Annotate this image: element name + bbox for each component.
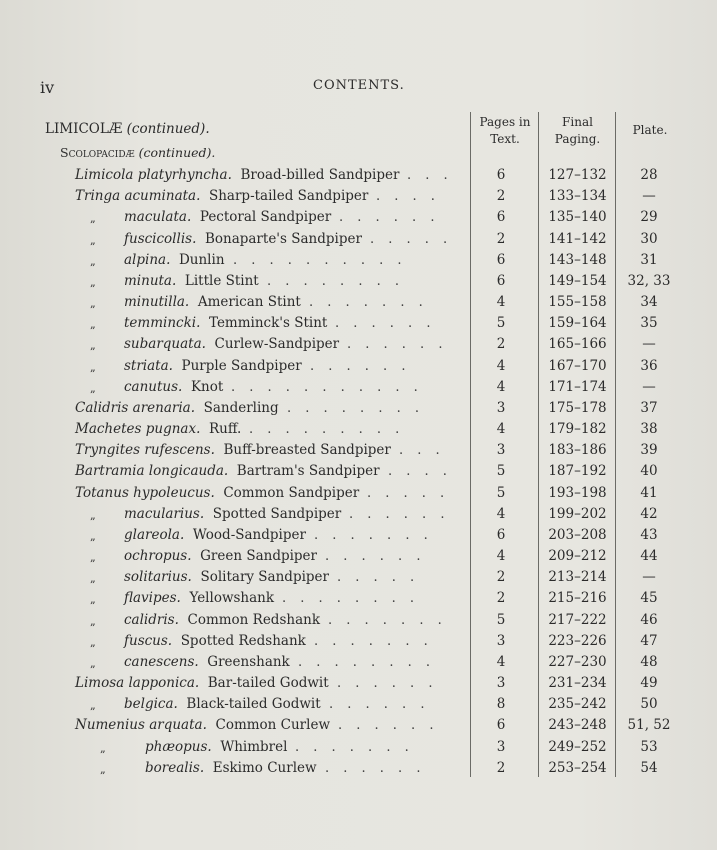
- scientific-name: ochropus.: [124, 548, 192, 565]
- species-entry: [75, 673, 329, 694]
- scientific-name: Limicola platyrhyncha.: [75, 167, 232, 183]
- scientific-name: Calidris arenaria.: [75, 399, 195, 416]
- pages-in-text-cell: 6: [496, 717, 506, 734]
- leader-dots: . . . . . .: [325, 549, 426, 565]
- final-paging-cell: 243–248: [548, 717, 607, 734]
- pages-in-text-cell: 5: [496, 463, 506, 480]
- common-name: Bartram's Sandpiper: [236, 463, 380, 480]
- table-row: [0, 186, 717, 207]
- plate-cell: 28: [640, 167, 658, 183]
- final-paging-cell: 143–148: [548, 251, 607, 268]
- scientific-name: macularius.: [124, 505, 205, 522]
- table-row: [0, 483, 717, 504]
- ditto-mark: „: [90, 360, 96, 374]
- final-paging-cell: 193–198: [548, 484, 607, 501]
- pages-in-text-cell: 3: [496, 632, 506, 649]
- common-name: Broad-billed Sandpiper: [240, 167, 400, 183]
- final-paging-cell: 223–226: [548, 632, 607, 649]
- species-entry: [124, 334, 339, 355]
- scientific-name: glareola.: [124, 526, 185, 543]
- table-row: [0, 546, 717, 567]
- table-row: [0, 334, 717, 355]
- common-name: Sharp-tailed Sandpiper: [208, 188, 369, 205]
- scientific-name: maculata.: [124, 209, 192, 226]
- leader-dots: . . . . . .: [339, 210, 440, 226]
- common-name: Yellowshank: [189, 590, 275, 607]
- common-name: Wood-Sandpiper: [192, 526, 306, 543]
- leader-dots: . . . . . .: [338, 718, 439, 734]
- leader-dots: . . . . . .: [310, 358, 411, 374]
- table-row: [0, 207, 717, 228]
- pages-in-text-cell: 3: [496, 399, 506, 416]
- common-name: Buff-breasted Sandpiper: [223, 442, 391, 459]
- table-row: [0, 631, 717, 652]
- species-entry: [124, 271, 259, 292]
- common-name: Whimbrel: [220, 738, 288, 755]
- common-name: Knot: [190, 378, 224, 395]
- plate-cell: 36: [640, 357, 658, 374]
- leader-dots: . . . . . .: [329, 697, 430, 713]
- leader-dots: . . . . . . .: [314, 633, 433, 649]
- leader-dots: . . . . . . . . .: [249, 422, 405, 438]
- table-row: [0, 250, 717, 271]
- plate-cell: 54: [640, 759, 658, 776]
- table-row: [0, 356, 717, 377]
- pages-in-text-cell: 4: [496, 653, 506, 670]
- leader-dots: . . . . . .: [335, 316, 436, 332]
- plate-cell: 38: [640, 421, 658, 438]
- pages-in-text-cell: 3: [496, 738, 506, 755]
- common-name: Green Sandpiper: [200, 548, 318, 565]
- common-name: Temminck's Stint: [208, 315, 328, 332]
- species-entry: [124, 377, 223, 398]
- scientific-name: Machetes pugnax.: [75, 421, 201, 438]
- column-head-line: Final: [562, 115, 593, 129]
- column-head-plate: [618, 122, 682, 139]
- page-title: CONTENTS.: [313, 78, 405, 93]
- common-name: Ruff.: [208, 421, 242, 438]
- plate-cell: 45: [640, 590, 658, 607]
- common-name: Greenshank: [207, 653, 290, 670]
- leader-dots: . . . . . .: [347, 337, 448, 353]
- plate-cell: 50: [640, 696, 658, 713]
- scientific-name: solitarius.: [124, 569, 192, 586]
- pages-in-text-cell: 6: [496, 272, 506, 289]
- plate-cell: 48: [640, 653, 658, 670]
- table-row: [0, 715, 717, 736]
- pages-in-text-cell: 5: [496, 484, 506, 501]
- pages-in-text-cell: 4: [496, 357, 506, 374]
- pages-in-text-cell: 2: [496, 590, 506, 607]
- final-paging-cell: 187–192: [548, 463, 607, 480]
- final-paging-cell: 209–212: [548, 548, 607, 565]
- species-entry: [124, 588, 274, 609]
- common-name: Little Stint: [184, 272, 259, 289]
- final-paging-cell: 249–252: [548, 738, 607, 755]
- section-heading: [45, 121, 210, 137]
- leader-dots: . . . . . . . .: [267, 273, 404, 289]
- leader-dots: . . . . .: [370, 231, 453, 247]
- column-head-line: Pages in: [479, 115, 531, 129]
- species-entry: [124, 356, 302, 377]
- leader-dots: . . . . . . .: [314, 527, 433, 543]
- table-row: [0, 313, 717, 334]
- column-head-pages-in-text: [472, 114, 538, 148]
- final-paging-cell: 203–208: [548, 526, 607, 543]
- table-row: [0, 652, 717, 673]
- plate-cell: 42: [640, 505, 658, 522]
- plate-cell: 49: [640, 675, 658, 692]
- plate-cell: 51, 52: [627, 717, 671, 734]
- table-row: [0, 737, 717, 758]
- plate-cell: 40: [640, 463, 658, 480]
- final-paging-cell: 183–186: [548, 442, 607, 459]
- final-paging-cell: 213–214: [548, 569, 607, 586]
- plate-cell: 37: [640, 399, 658, 416]
- final-paging-cell: 165–166: [548, 336, 607, 353]
- leader-dots: . . . .: [376, 189, 440, 205]
- plate-cell: 31: [640, 251, 658, 268]
- ditto-mark: „: [90, 529, 96, 543]
- plate-cell: 53: [640, 738, 658, 755]
- leader-dots: . . .: [407, 168, 453, 183]
- final-paging-cell: 217–222: [548, 611, 607, 628]
- scientific-name: flavipes.: [124, 590, 181, 607]
- table-row: [0, 673, 717, 694]
- plate-cell: 46: [640, 611, 658, 628]
- final-paging-cell: 215–216: [548, 590, 607, 607]
- species-entry: [75, 398, 279, 419]
- plate-cell: 29: [640, 209, 658, 226]
- pages-in-text-cell: 4: [496, 505, 506, 522]
- species-entry: [124, 546, 317, 567]
- leader-dots: . . . . . . . .: [287, 400, 424, 416]
- ditto-mark: „: [100, 762, 106, 776]
- leader-dots: . . . . .: [367, 485, 450, 501]
- common-name: Common Redshank: [187, 611, 320, 628]
- species-entry: [124, 652, 290, 673]
- section-family: LIMICOLÆ: [45, 121, 123, 137]
- scientific-name: Bartramia longicauda.: [75, 463, 229, 480]
- scientific-name: striata.: [124, 357, 173, 374]
- scientific-name: Tryngites rufescens.: [75, 442, 215, 459]
- species-entry: [124, 313, 327, 334]
- leader-dots: . . . . . . .: [328, 612, 447, 628]
- species-entry: [124, 567, 329, 588]
- ditto-mark: „: [90, 318, 96, 332]
- final-paging-cell: 155–158: [548, 294, 607, 311]
- plate-cell: 47: [640, 632, 658, 649]
- plate-cell: 41: [640, 484, 658, 501]
- species-entry: [75, 461, 380, 482]
- ditto-mark: „: [90, 339, 96, 353]
- common-name: Curlew-Sandpiper: [214, 336, 340, 353]
- plate-cell: 39: [640, 442, 658, 459]
- pages-in-text-cell: 6: [496, 251, 506, 268]
- leader-dots: . . . . . . .: [295, 739, 414, 755]
- pages-in-text-cell: 2: [496, 569, 506, 586]
- leader-dots: . . . . . . . . . . .: [231, 379, 423, 395]
- scientific-name: Totanus hypoleucus.: [75, 484, 215, 501]
- leader-dots: . . . . . . . . . .: [233, 252, 407, 268]
- common-name: Bonaparte's Sandpiper: [204, 230, 362, 247]
- species-entry: [124, 525, 306, 546]
- pages-in-text-cell: 4: [496, 548, 506, 565]
- species-entry: [124, 250, 225, 271]
- column-head-line: Text.: [490, 132, 520, 146]
- pages-in-text-cell: 2: [496, 759, 506, 776]
- final-paging-cell: 175–178: [548, 399, 607, 416]
- species-entry: [75, 715, 330, 736]
- scientific-name: belgica.: [124, 696, 178, 713]
- table-row: [0, 398, 717, 419]
- subsection-family: Scolopacidæ: [60, 145, 135, 160]
- plate-cell: 44: [640, 548, 658, 565]
- species-entry: [75, 483, 359, 504]
- scientific-name: alpina.: [124, 251, 171, 268]
- common-name: Eskimo Curlew: [212, 759, 317, 776]
- common-name: Pectoral Sandpiper: [199, 209, 332, 226]
- scientific-name: subarquata.: [124, 336, 206, 353]
- scientific-name: calidris.: [124, 611, 179, 628]
- plate-cell: —: [642, 336, 656, 353]
- ditto-mark: „: [90, 614, 96, 628]
- final-paging-cell: 199–202: [548, 505, 607, 522]
- species-entry: [124, 292, 301, 313]
- subsection-heading: [60, 145, 215, 160]
- scientific-name: borealis.: [145, 759, 205, 776]
- species-entry: [75, 165, 399, 186]
- pages-in-text-cell: 8: [496, 696, 506, 713]
- final-paging-cell: 149–154: [548, 272, 607, 289]
- ditto-mark: „: [90, 508, 96, 522]
- final-paging-cell: 133–134: [548, 188, 607, 205]
- final-paging-cell: 167–170: [548, 357, 607, 374]
- ditto-mark: „: [90, 254, 96, 268]
- final-paging-cell: 141–142: [548, 230, 607, 247]
- plate-cell: —: [642, 569, 656, 586]
- common-name: Dunlin: [178, 251, 225, 268]
- scientific-name: fuscus.: [124, 632, 173, 649]
- table-row: [0, 461, 717, 482]
- ditto-mark: „: [90, 212, 96, 226]
- scientific-name: Numenius arquata.: [75, 717, 207, 734]
- plate-cell: 43: [640, 526, 658, 543]
- common-name: Black-tailed Godwit: [186, 696, 321, 713]
- common-name: Purple Sandpiper: [181, 357, 302, 374]
- ditto-mark: „: [90, 233, 96, 247]
- pages-in-text-cell: 4: [496, 378, 506, 395]
- ditto-mark: „: [90, 635, 96, 649]
- species-entry: [124, 504, 341, 525]
- common-name: American Stint: [197, 294, 301, 311]
- ditto-mark: „: [90, 297, 96, 311]
- pages-in-text-cell: 3: [496, 675, 506, 692]
- table-row: [0, 610, 717, 631]
- species-entry: [124, 610, 320, 631]
- subsection-continued: (continued).: [138, 145, 216, 160]
- pages-in-text-cell: 2: [496, 188, 506, 205]
- common-name: Spotted Redshank: [180, 632, 306, 649]
- ditto-mark: „: [90, 699, 96, 713]
- common-name: Solitary Sandpiper: [200, 569, 329, 586]
- species-entry: [145, 737, 287, 758]
- page-number: iv: [40, 78, 55, 97]
- plate-cell: 35: [640, 315, 658, 332]
- plate-cell: —: [642, 378, 656, 395]
- final-paging-cell: 227–230: [548, 653, 607, 670]
- pages-in-text-cell: 3: [496, 442, 506, 459]
- column-head-line: Paging.: [554, 132, 601, 146]
- ditto-mark: „: [90, 381, 96, 395]
- table-row: [0, 271, 717, 292]
- table-row: [0, 758, 717, 779]
- ditto-mark: „: [90, 593, 96, 607]
- table-row: [0, 165, 717, 186]
- species-entry: [124, 694, 321, 715]
- table-row: [0, 694, 717, 715]
- scientific-name: phæopus.: [145, 738, 212, 755]
- table-row: [0, 440, 717, 461]
- table-row: [0, 419, 717, 440]
- plate-cell: —: [642, 188, 656, 205]
- final-paging-cell: 127–132: [548, 167, 607, 183]
- pages-in-text-cell: 2: [496, 230, 506, 247]
- pages-in-text-cell: 6: [496, 209, 506, 226]
- pages-in-text-cell: 4: [496, 421, 506, 438]
- pages-in-text-cell: 4: [496, 294, 506, 311]
- species-entry: [124, 631, 306, 652]
- common-name: Bar-tailed Godwit: [207, 675, 329, 692]
- final-paging-cell: 253–254: [548, 759, 607, 776]
- scientific-name: minutilla.: [124, 294, 190, 311]
- scientific-name: temmincki.: [124, 315, 201, 332]
- pages-in-text-cell: 6: [496, 526, 506, 543]
- leader-dots: . . . . . .: [325, 760, 426, 776]
- scientific-name: minuta.: [124, 272, 177, 289]
- table-row: [0, 588, 717, 609]
- column-head-final-paging: [540, 114, 615, 148]
- ditto-mark: „: [90, 275, 96, 289]
- common-name: Sanderling: [203, 399, 279, 416]
- species-entry: [124, 207, 331, 228]
- plate-cell: 30: [640, 230, 658, 247]
- species-entry: [124, 229, 362, 250]
- ditto-mark: „: [90, 572, 96, 586]
- leader-dots: . . . . . . . .: [282, 591, 419, 607]
- table-row: [0, 504, 717, 525]
- final-paging-cell: 159–164: [548, 315, 607, 332]
- column-head-line: Plate.: [632, 123, 668, 137]
- scientific-name: Tringa acuminata.: [75, 188, 201, 205]
- final-paging-cell: 231–234: [548, 675, 607, 692]
- plate-cell: 34: [640, 294, 658, 311]
- plate-cell: 32, 33: [627, 272, 671, 289]
- leader-dots: . . . . .: [337, 570, 420, 586]
- common-name: Common Sandpiper: [223, 484, 360, 501]
- table-row: [0, 567, 717, 588]
- table-row: [0, 292, 717, 313]
- pages-in-text-cell: 2: [496, 336, 506, 353]
- leader-dots: . . . . . . .: [309, 295, 428, 311]
- pages-in-text-cell: 6: [496, 167, 506, 183]
- ditto-mark: „: [90, 656, 96, 670]
- common-name: Spotted Sandpiper: [212, 505, 342, 522]
- pages-in-text-cell: 5: [496, 315, 506, 332]
- scientific-name: fuscicollis.: [124, 230, 197, 247]
- leader-dots: . . . .: [388, 464, 452, 480]
- leader-dots: . . . . . . . .: [298, 654, 435, 670]
- common-name: Common Curlew: [215, 717, 330, 734]
- scientific-name: canutus.: [124, 378, 183, 395]
- scientific-name: Limosa lapponica.: [75, 675, 200, 692]
- ditto-mark: „: [90, 551, 96, 565]
- table-row: [0, 229, 717, 250]
- leader-dots: . . . . . .: [337, 676, 438, 692]
- leader-dots: . . . . . .: [349, 506, 450, 522]
- final-paging-cell: 135–140: [548, 209, 607, 226]
- scientific-name: canescens.: [124, 653, 199, 670]
- ditto-mark: „: [100, 741, 106, 755]
- species-entry: [75, 440, 391, 461]
- leader-dots: . . .: [399, 443, 445, 459]
- species-entry: [75, 419, 241, 440]
- final-paging-cell: 235–242: [548, 696, 607, 713]
- species-entry: [75, 186, 368, 207]
- pages-in-text-cell: 5: [496, 611, 506, 628]
- final-paging-cell: 171–174: [548, 378, 607, 395]
- table-row: [0, 525, 717, 546]
- species-entry: [145, 758, 317, 779]
- final-paging-cell: 179–182: [548, 421, 607, 438]
- running-head: [0, 78, 717, 98]
- table-row: [0, 377, 717, 398]
- section-continued: (continued).: [126, 121, 210, 137]
